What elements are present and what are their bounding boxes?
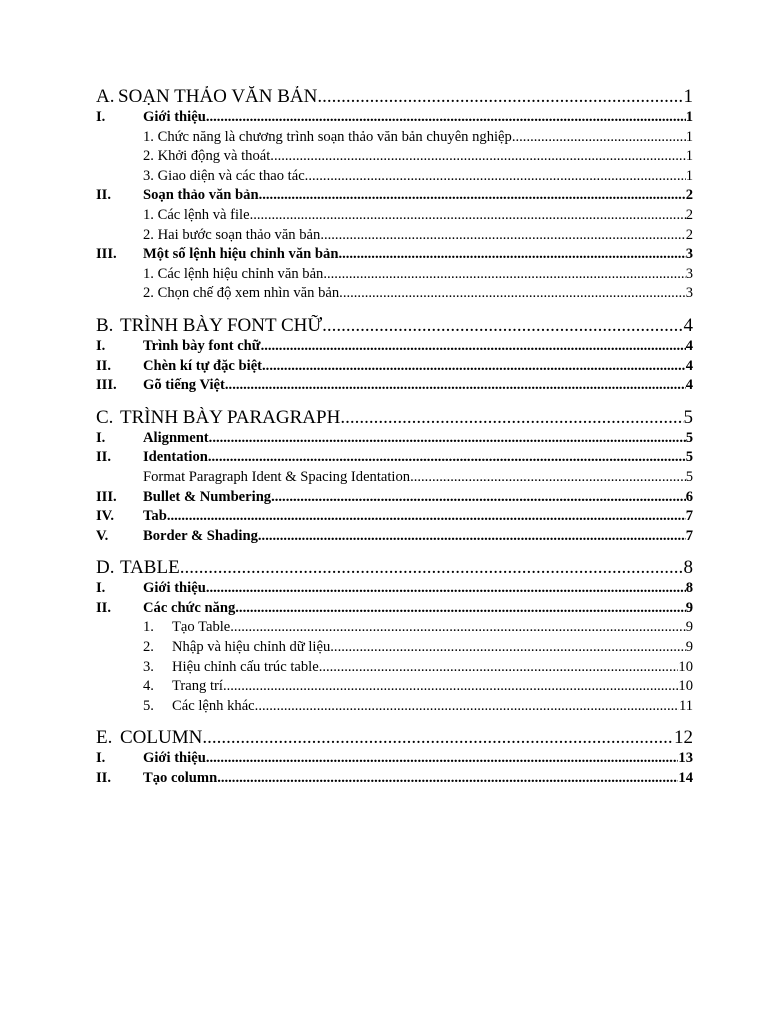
toc-label: TRÌNH BÀY FONT CHỮ (120, 314, 323, 336)
toc-subheading (96, 618, 693, 638)
toc-number: I. (96, 750, 106, 767)
toc-number: D. (96, 557, 115, 579)
toc-label: 2. Hai bước soạn thảo văn bản (143, 226, 321, 243)
toc-label: Tab (143, 508, 167, 525)
toc-heading (96, 357, 693, 377)
toc-label: Nhập và hiệu chỉnh dữ liệu (172, 639, 331, 656)
toc-number: 2. (143, 639, 154, 656)
toc-leader (223, 677, 678, 697)
toc-leader (259, 186, 686, 206)
toc-leader (217, 769, 678, 789)
toc-page: 14 (678, 770, 693, 787)
toc-heading (96, 376, 693, 396)
toc-leader (339, 284, 686, 304)
toc-page: 5 (685, 468, 693, 485)
toc-heading (96, 599, 693, 619)
toc-label: Các chức năng (143, 599, 236, 616)
toc-subheading (96, 128, 693, 148)
toc-label: Giới thiệu (143, 109, 206, 125)
toc-page: 2 (685, 226, 693, 243)
toc-page: 9 (685, 639, 693, 656)
table-of-contents (96, 86, 693, 789)
toc-subheading (96, 226, 693, 246)
toc-leader (319, 658, 679, 678)
toc-page: 1 (685, 167, 693, 184)
toc-page: 3 (685, 246, 693, 263)
toc-number: C. (96, 406, 114, 428)
toc-label: Soạn thảo văn bản (143, 187, 259, 204)
toc-label: 1. Các lệnh và file (143, 206, 250, 223)
toc-label: 1. Các lệnh hiệu chỉnh văn bản (143, 265, 324, 282)
toc-label: Hiệu chỉnh cấu trúc table (172, 658, 319, 675)
toc-label: SOẠN THẢO VĂN BẢN (118, 86, 318, 107)
toc-page: 8 (685, 580, 693, 597)
toc-subheading (96, 697, 693, 717)
toc-leader (206, 579, 686, 599)
toc-leader (323, 265, 685, 285)
toc-page: 6 (685, 488, 693, 505)
toc-label: Bullet & Numbering (143, 488, 272, 505)
toc-subheading (96, 658, 693, 678)
toc-label: Các lệnh khác (172, 697, 255, 714)
toc-leader (180, 557, 684, 579)
toc-page: 4 (683, 314, 693, 336)
toc-number: 5. (143, 697, 154, 714)
toc-page: 2 (685, 187, 693, 204)
toc-subheading (96, 206, 693, 226)
toc-page: 9 (685, 619, 693, 636)
toc-heading (96, 186, 693, 206)
toc-label: Chèn kí tự đặc biệt (143, 357, 263, 374)
toc-leader (262, 357, 686, 377)
toc-leader (512, 128, 686, 148)
toc-number: III. (96, 488, 117, 505)
toc-section (96, 86, 693, 108)
toc-label: Identation (143, 449, 208, 466)
toc-page: 10 (678, 678, 693, 695)
toc-number: I. (96, 580, 106, 597)
toc-number: III. (96, 377, 117, 394)
toc-label: Format Paragraph Ident & Spacing Identation (143, 468, 411, 485)
toc-leader (270, 147, 685, 167)
toc-subheading (96, 638, 693, 658)
toc-label: Trang trí (172, 678, 223, 695)
toc-leader (338, 245, 685, 265)
toc-label: Gõ tiếng Việt (143, 377, 225, 394)
toc-heading (96, 527, 693, 547)
toc-page: 1 (683, 86, 693, 107)
toc-number: II. (96, 599, 112, 616)
toc-number: II. (96, 357, 112, 374)
toc-heading (96, 337, 693, 357)
toc-page: 1 (685, 128, 693, 145)
toc-number: A. (96, 86, 115, 107)
toc-leader (230, 618, 685, 638)
toc-leader (209, 429, 686, 449)
toc-label: Tạo Table (172, 619, 231, 636)
toc-page: 1 (685, 109, 693, 125)
toc-leader (410, 468, 686, 488)
toc-label: TABLE (120, 557, 180, 579)
toc-label: Border & Shading (143, 527, 258, 544)
toc-subheading (96, 265, 693, 285)
toc-page: 3 (685, 265, 693, 282)
toc-page: 4 (685, 377, 693, 394)
toc-section (96, 727, 693, 749)
toc-label: 2. Khởi động và thoát (143, 148, 271, 165)
toc-number: E. (96, 727, 113, 749)
toc-subheading (96, 147, 693, 167)
toc-page: 5 (685, 449, 693, 466)
toc-page: 4 (685, 337, 693, 354)
toc-leader (235, 599, 685, 619)
toc-subheading (96, 167, 693, 187)
toc-label: COLUMN (120, 727, 203, 749)
toc-number: 4. (143, 678, 154, 695)
toc-leader (317, 86, 683, 108)
toc-leader (225, 376, 686, 396)
toc-leader (255, 697, 679, 717)
toc-page: 5 (683, 406, 693, 428)
toc-number: II. (96, 449, 112, 466)
toc-leader (340, 407, 683, 429)
toc-page: 10 (678, 658, 693, 675)
toc-leader (208, 448, 686, 468)
toc-number: III. (96, 246, 117, 263)
toc-leader (206, 749, 679, 769)
toc-leader (305, 167, 686, 187)
toc-page: 13 (678, 750, 693, 767)
toc-heading (96, 429, 693, 449)
toc-number: I. (96, 109, 106, 125)
toc-leader (250, 206, 686, 226)
toc-leader (206, 108, 686, 128)
toc-section (96, 407, 693, 429)
toc-number: 1. (143, 619, 154, 636)
toc-page: 8 (683, 557, 693, 579)
toc-page: 2 (685, 206, 693, 223)
toc-page: 7 (685, 527, 693, 544)
toc-heading (96, 448, 693, 468)
toc-section (96, 315, 693, 337)
toc-leader (322, 315, 683, 337)
toc-page: 5 (685, 429, 693, 446)
toc-subheading (96, 468, 693, 488)
toc-number: V. (96, 527, 109, 544)
toc-label: 3. Giao diện và các thao tác (143, 167, 305, 184)
toc-heading (96, 769, 693, 789)
toc-label: 1. Chức năng là chương trình soạn thảo văn bản chuyên nghiệp (143, 128, 512, 145)
toc-heading (96, 245, 693, 265)
toc-section (96, 557, 693, 579)
toc-leader (167, 507, 686, 527)
toc-label: Giới thiệu (143, 580, 206, 597)
toc-number: II. (96, 187, 112, 204)
toc-heading (96, 488, 693, 508)
toc-page: 3 (685, 285, 693, 302)
toc-leader (258, 527, 686, 547)
toc-leader (330, 638, 685, 658)
toc-number: II. (96, 770, 112, 787)
toc-number: I. (96, 429, 106, 446)
toc-heading (96, 108, 693, 128)
toc-label: Alignment (143, 429, 209, 446)
toc-leader (320, 226, 685, 246)
toc-page: 4 (685, 357, 693, 374)
toc-subheading (96, 677, 693, 697)
toc-number: 3. (143, 658, 154, 675)
toc-heading (96, 507, 693, 527)
toc-label: Tạo column (143, 770, 218, 787)
toc-page: 12 (674, 727, 693, 749)
toc-leader (271, 488, 686, 508)
toc-number: I. (96, 337, 106, 354)
toc-page: 11 (678, 697, 693, 714)
toc-subheading (96, 284, 693, 304)
toc-label: Giới thiệu (143, 750, 206, 767)
toc-leader (261, 337, 686, 357)
toc-page: 1 (685, 148, 693, 165)
toc-heading (96, 749, 693, 769)
toc-label: Trình bày font chữ (143, 337, 261, 354)
toc-heading (96, 579, 693, 599)
toc-leader (202, 727, 674, 749)
toc-label: TRÌNH BÀY PARAGRAPH (120, 406, 341, 428)
toc-page: 9 (685, 599, 693, 616)
toc-label: 2. Chọn chế độ xem nhìn văn bản (143, 285, 340, 302)
toc-label: Một số lệnh hiệu chỉnh văn bản (143, 246, 339, 263)
toc-number: B. (96, 314, 114, 336)
toc-number: IV. (96, 508, 114, 525)
toc-page: 7 (685, 508, 693, 525)
